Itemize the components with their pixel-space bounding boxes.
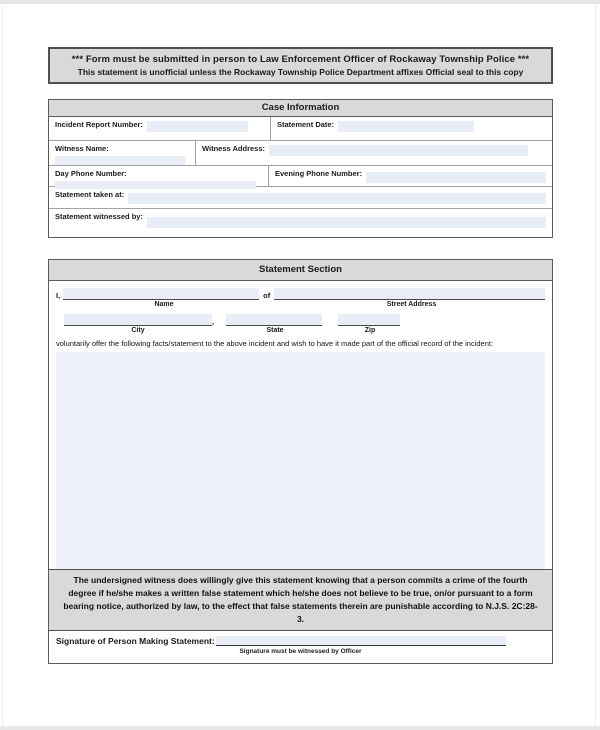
- statement-witnessed-by-label: Statement witnessed by:: [55, 212, 143, 221]
- witness-name-cell: [49, 141, 196, 165]
- case-row-report-date: [49, 117, 552, 141]
- zip-caption: Zip: [364, 327, 376, 334]
- city-state-zip-captions: [56, 327, 545, 334]
- evening-phone-label: Evening Phone Number:: [275, 169, 363, 178]
- witness-address-label: Witness Address:: [202, 144, 266, 153]
- case-information-section: [48, 99, 553, 238]
- witness-name-input[interactable]: [55, 156, 185, 165]
- case-row-phones: [49, 166, 552, 187]
- intro-line-city-state-zip: [56, 314, 545, 326]
- incident-report-number-cell: [49, 117, 271, 140]
- signature-row: [49, 631, 552, 663]
- state-input[interactable]: [226, 314, 322, 326]
- witness-name-label: Witness Name:: [55, 144, 109, 153]
- statement-date-cell: [271, 117, 552, 140]
- statement-taken-at-input[interactable]: [128, 193, 546, 204]
- statement-taken-at-cell: [49, 187, 552, 208]
- street-address-input[interactable]: [274, 288, 545, 300]
- submission-notice: [48, 47, 553, 84]
- zip-input[interactable]: [338, 314, 400, 326]
- page-edge-left: [2, 4, 3, 726]
- declarant-name-input[interactable]: [63, 288, 259, 300]
- statement-section: [48, 259, 553, 664]
- signature-line: [56, 636, 545, 646]
- page-edge-bottom: [0, 726, 600, 730]
- page-edge-top: [0, 0, 600, 4]
- submission-notice-line1: *** Form must be submitted in person to Law Enforcement Officer of Rockaway Township Police ***: [71, 54, 530, 65]
- signature-input[interactable]: [216, 636, 506, 646]
- evening-phone-cell: [269, 166, 552, 186]
- of-label: of: [263, 291, 271, 300]
- incident-report-number-label: Incident Report Number:: [55, 120, 143, 129]
- case-information-title: Case Information: [49, 100, 552, 117]
- statement-date-label: Statement Date:: [277, 120, 335, 129]
- name-address-captions: [56, 301, 545, 308]
- city-input[interactable]: [64, 314, 215, 326]
- submission-notice-line2: This statement is unofficial unless the Rockaway Township Police Department affixes Official seal to this copy: [77, 67, 524, 77]
- witness-address-cell: [196, 141, 552, 165]
- intro-line-name-address: [56, 288, 545, 300]
- statement-section-title: Statement Section: [49, 260, 552, 281]
- statement-witnessed-by-input[interactable]: [147, 217, 546, 228]
- name-caption: Name: [154, 301, 174, 308]
- statement-body: [49, 281, 552, 569]
- case-row-witnessed-by: [49, 209, 552, 237]
- evening-phone-input[interactable]: [366, 172, 546, 183]
- intro-prefix: I,: [56, 291, 61, 300]
- case-row-witness: [49, 141, 552, 166]
- statement-date-input[interactable]: [338, 121, 474, 132]
- statement-witnessed-by-cell: [49, 209, 552, 237]
- incident-report-number-input[interactable]: [147, 121, 248, 132]
- day-phone-label: Day Phone Number:: [55, 169, 127, 178]
- statement-text-area[interactable]: [56, 352, 545, 569]
- statement-taken-at-label: Statement taken at:: [55, 190, 125, 199]
- case-row-taken-at: [49, 187, 552, 209]
- city-caption: City: [131, 327, 145, 334]
- voluntary-offer-text: voluntarily offer the following facts/statement to the above incident and wish to have it made part of the official record of the incident:: [56, 339, 494, 348]
- state-caption: State: [266, 327, 284, 334]
- legal-notice: The undersigned witness does willingly give this statement knowing that a person commits a crime of the fourth degree if he/she makes a written false statement which he/she does not believe to be true, on/or pursuant to a form bearing notice, authorized by law, to the effect that false statements therein are punishable according to N.J.S. 2C:28-3.: [49, 569, 552, 631]
- signature-witness-note: Signature must be witnessed by Officer: [239, 648, 362, 655]
- signature-label: Signature of Person Making Statement:: [56, 636, 215, 646]
- page-edge-right: [595, 4, 596, 726]
- witness-address-input[interactable]: [269, 145, 528, 156]
- day-phone-cell: [49, 166, 269, 186]
- street-address-caption: Street Address: [386, 301, 437, 308]
- comma-token: ,: [212, 317, 215, 326]
